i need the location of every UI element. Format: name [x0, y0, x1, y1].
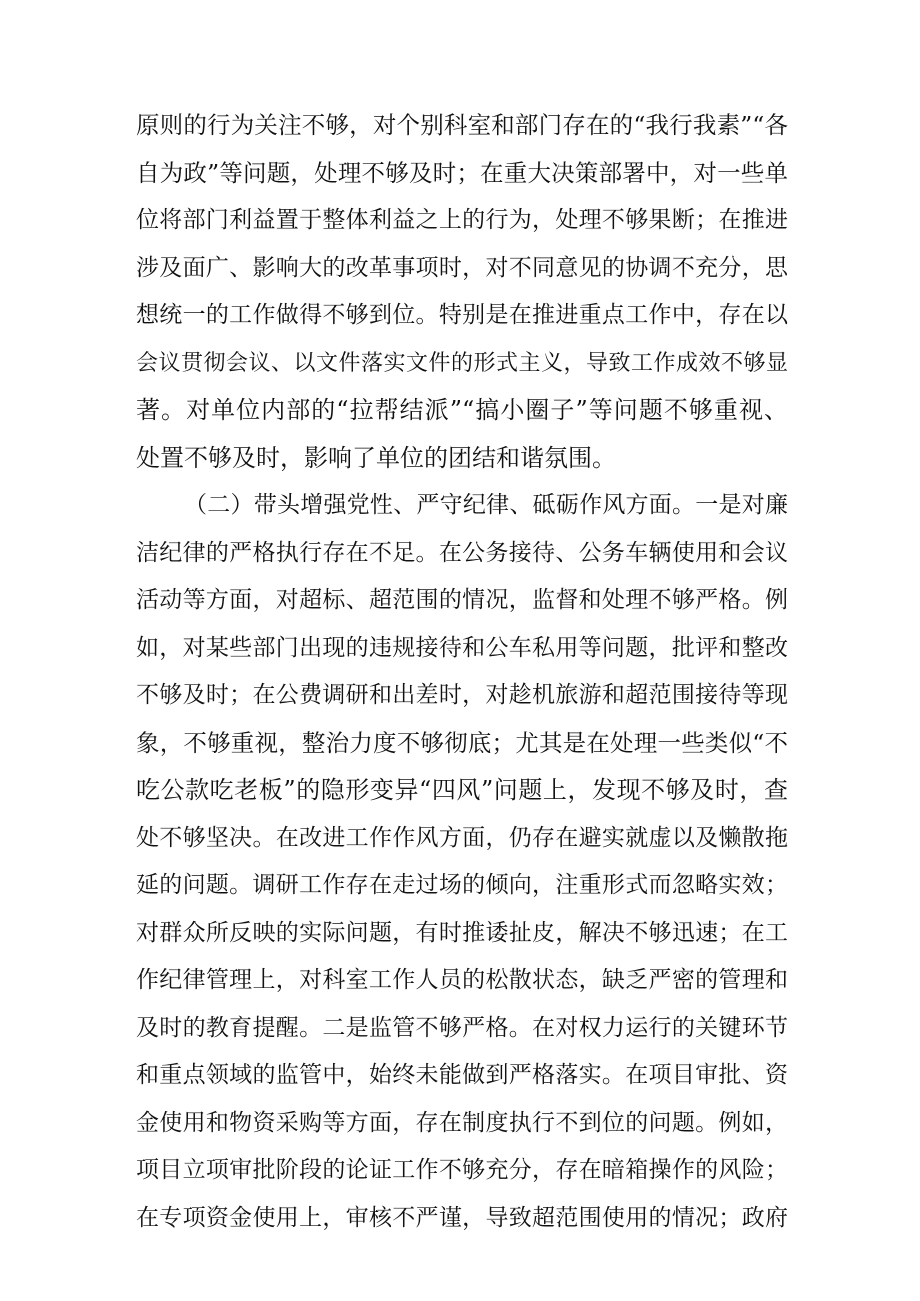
text-line: 不够及时；在公费调研和出差时，对趁机旅游和超范围接待等现	[136, 682, 788, 708]
text-line: 原则的行为关注不够，对个别科室和部门存在的“我行我素”“各	[136, 111, 788, 139]
text-line: 洁纪律的严格执行存在不足。在公务接待、公务车辆使用和会议	[136, 539, 788, 566]
text-line: 如，对某些部门出现的违规接待和公车私用等问题，批评和整改	[136, 634, 788, 661]
text-line: 和重点领域的监管中，始终未能做到严格落实。在项目审批、资	[136, 1062, 788, 1088]
paragraph-2	[136, 482, 788, 1242]
text-line: 延的问题。调研工作存在走过场的倾向，注重形式而忽略实效；	[136, 872, 788, 898]
text-line: 及时的教育提醒。二是监管不够严格。在对权力运行的关键环节	[136, 1014, 788, 1041]
text-line: （二）带头增强党性、严守纪律、砥砺作风方面。一是对廉	[184, 492, 788, 518]
text-line: 处置不够及时，影响了单位的团结和谐氛围。	[136, 443, 616, 472]
text-line: 作纪律管理上，对科室工作人员的松散状态，缺乏严密的管理和	[136, 967, 788, 993]
paragraph-1	[136, 102, 788, 482]
text-line: 位将部门利益置于整体利益之上的行为，处理不够果断；在推进	[136, 207, 788, 233]
text-line: 对群众所反映的实际问题，有时推诿扯皮，解决不够迅速；在工	[136, 919, 788, 946]
text-line: 活动等方面，对超标、超范围的情况，监督和处理不够严格。例	[136, 587, 788, 613]
text-line: 涉及面广、影响大的改革事项时，对不同意见的协调不充分，思	[136, 254, 788, 281]
text-line: 金使用和物资采购等方面，存在制度执行不到位的问题。例如，	[136, 1109, 788, 1136]
text-line: 著。对单位内部的“拉帮结派”“搞小圈子”等问题不够重视、	[136, 396, 788, 424]
text-line: 吃公款吃老板”的隐形变异“四风”问题上，发现不够及时，查	[136, 776, 788, 804]
text-line: 会议贯彻会议、以文件落实文件的形式主义，导致工作成效不够显	[136, 350, 788, 376]
text-line: 在专项资金使用上，审核不严谨，导致超范围使用的情况；政府	[136, 1204, 788, 1231]
text-line: 想统一的工作做得不够到位。特别是在推进重点工作中，存在以	[136, 302, 788, 328]
text-line: 象，不够重视，整治力度不够彻底；尤其是在处理一些类似“不	[136, 728, 788, 757]
text-line: 处不够坚决。在改进工作作风方面，仍存在避实就虚以及懒散拖	[136, 824, 788, 851]
text-line: 项目立项审批阶段的论证工作不够充分，存在暗箱操作的风险；	[136, 1157, 788, 1183]
document-body	[136, 102, 788, 1242]
text-line: 自为政”等问题，处理不够及时；在重大决策部署中，对一些单	[136, 158, 788, 187]
